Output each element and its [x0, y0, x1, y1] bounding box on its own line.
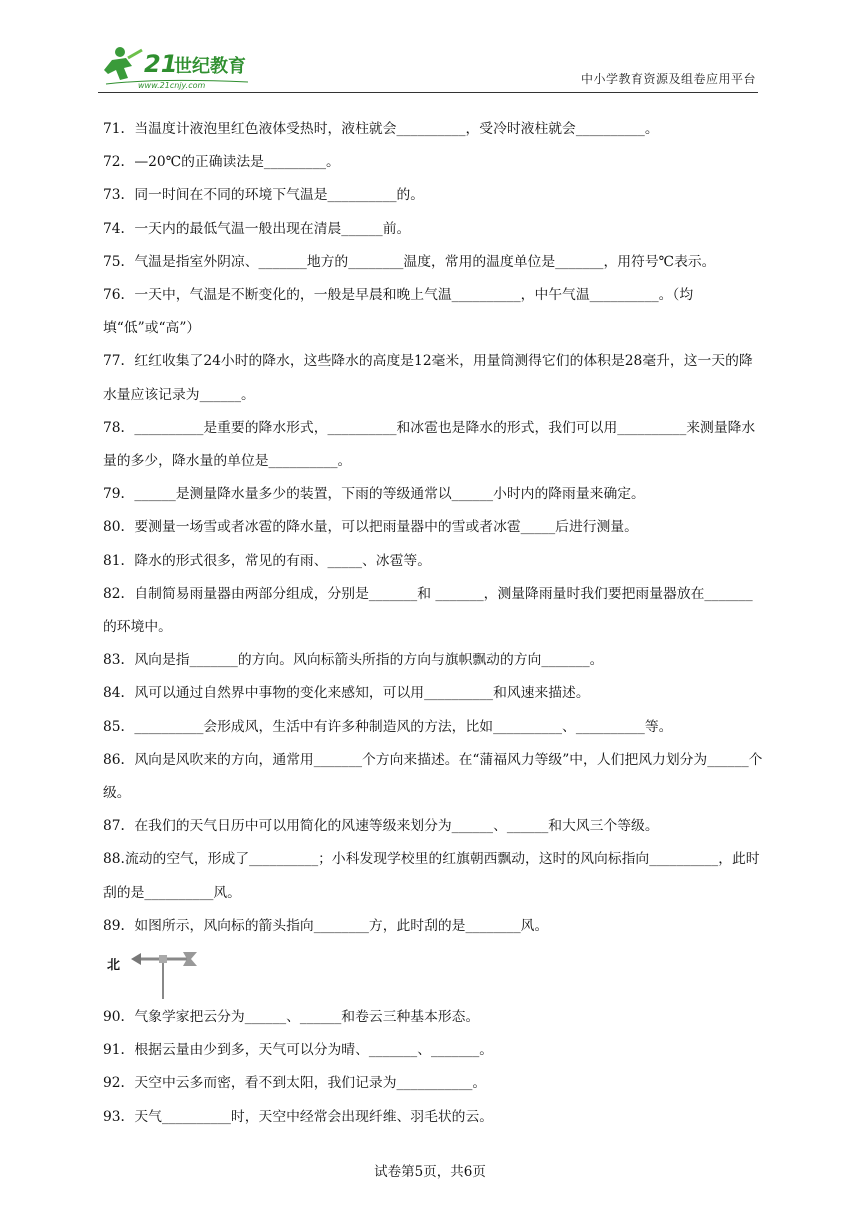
question-93: 93．天气__________时，天空中经常会出现纤维、羽毛状的云。	[103, 1108, 494, 1125]
question-88: 88.流动的空气，形成了__________；小科发现学校里的红旗朝西飘动，这时的风向标指向__________，此时刮的是__________风。	[103, 851, 760, 901]
page-footer: 试卷第5页，共6页	[374, 1164, 486, 1180]
question-81: 81．降水的形式很多，常见的有雨、_____、冰雹等。	[103, 552, 431, 569]
header-divider	[98, 92, 758, 93]
question-89: 89．如图所示，风向标的箭头指向________方，此时刮的是________风。	[103, 917, 549, 934]
question-87: 87．在我们的天气日历中可以用简化的风速等级来划分为______、______和大风三个等级。	[103, 818, 659, 835]
question-82: 82．自制简易雨量器由两部分组成，分别是_______和 _______，测量降雨量时我们要把雨量器放在_______的环境中。	[103, 585, 753, 636]
north-label: 北	[107, 958, 121, 974]
question-83: 83．风向是指_______的方向。风向标箭头所指的方向与旗帜飘动的方向_______。	[103, 652, 604, 669]
question-77: 77．红红收集了24小时的降水，这些降水的高度是12毫米，用量筒测得它们的体积是28毫升，这一天的降水量应该记录为______。	[103, 353, 753, 403]
question-list	[103, 113, 763, 1134]
question-71: 71．当温度计液泡里红色液体受热时，液柱就会__________，受冷时液柱就会__________。	[103, 121, 659, 137]
svg-text:www.21cnjy.com: www.21cnjy.com	[138, 81, 206, 90]
svg-text:世纪教育: 世纪教育	[174, 56, 246, 77]
question-79: 79．______是测量降水量多少的装置，下雨的等级通常以______小时内的降雨量来确定。	[103, 486, 645, 503]
question-76: 76．一天中，气温是不断变化的，一般是早晨和晚上气温__________，中午气温__________。（均填“低”或“高”）	[103, 287, 694, 337]
question-90: 90．气象学家把云分为______、______和卷云三种基本形态。	[103, 1009, 480, 1026]
platform-title: 中小学教育资源及组卷应用平台	[580, 72, 756, 86]
question-78: 78．__________是重要的降水形式，__________和冰雹也是降水的形式，我们可以用__________来测量降水量的多少，降水量的单位是__________。	[103, 419, 756, 470]
page-header	[98, 44, 756, 92]
question-73: 73．同一时间在不同的环境下气温是__________的。	[103, 187, 425, 204]
question-92: 92．天空中云多而密，看不到太阳，我们记录为___________。	[103, 1075, 487, 1092]
question-80: 80．要测量一场雪或者冰雹的降水量，可以把雨量器中的雪或者冰雹_____后进行测量。	[103, 519, 638, 536]
question-86: 86．风向是风吹来的方向，通常用_______个方向来描述。在“蒲福风力等级”中，人们把风力划分为______个级。	[103, 751, 763, 802]
question-85: 85．__________会形成风，生活中有许多种制造风的方法，比如__________、__________等。	[103, 718, 673, 735]
question-75: 75．气温是指室外阴凉、_______地方的________温度，常用的温度单位是_______，用符号℃表示。	[103, 253, 716, 270]
question-91: 91．根据云量由少到多，天气可以分为晴、_______、_______。	[103, 1042, 494, 1059]
svg-text:21: 21	[144, 50, 178, 78]
wind-vane-icon	[129, 947, 209, 1001]
question-74: 74．一天内的最低气温一般出现在清晨______前。	[103, 220, 411, 237]
wind-vane-figure	[103, 943, 763, 1001]
logo	[98, 44, 258, 90]
question-84: 84．风可以通过自然界中事物的变化来感知，可以用__________和风速来描述。	[103, 685, 590, 702]
question-72: 72．—20℃的正确读法是_________。	[103, 154, 340, 171]
